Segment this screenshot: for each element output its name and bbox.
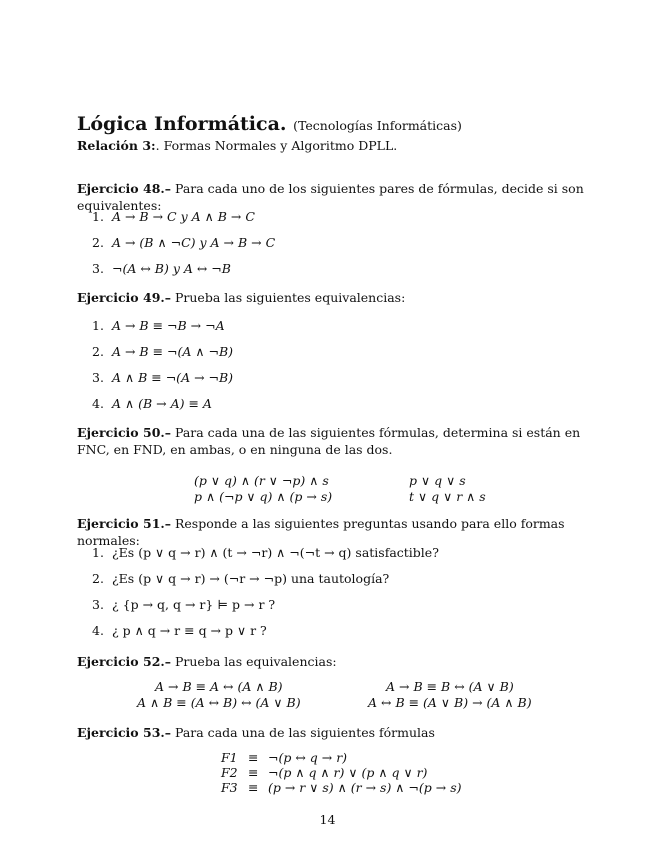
title-subtitle: (Tecnologías Informáticas) bbox=[293, 118, 462, 133]
list-item: 4. ¿ p ∧ q → r ≡ q → p ∨ r ? bbox=[92, 623, 267, 638]
list-item: 3. ¬(A ↔ B) y A ↔ ¬B bbox=[92, 261, 231, 276]
relation-label: Relación 3: bbox=[77, 138, 156, 153]
exercise-text: Para cada una de las siguientes fórmulas bbox=[174, 725, 435, 740]
formula-cell: p ∨ q ∨ s bbox=[409, 473, 466, 488]
formula-body: ¬(p ↔ q → r) bbox=[268, 750, 348, 765]
exercise-text: Prueba las equivalencias: bbox=[174, 654, 337, 669]
formula-name: F2 bbox=[221, 765, 238, 780]
formula-equiv: ≡ bbox=[248, 765, 259, 780]
exercise-label: Ejercicio 51.– bbox=[77, 516, 171, 531]
list-item: 2. A → (B ∧ ¬C) y A → B → C bbox=[92, 235, 276, 250]
exercise-label: Ejercicio 52.– bbox=[77, 654, 171, 669]
list-item: 1. ¿Es (p ∨ q → r) ∧ (t → ¬r) ∧ ¬(¬t → q) satisfactible? bbox=[92, 545, 439, 560]
relation-line bbox=[77, 138, 397, 153]
list-item: 2. ¿Es (p ∨ q → r) → (¬r → ¬p) una tautología? bbox=[92, 571, 390, 586]
formula-cell: (p ∨ q) ∧ (r ∨ ¬p) ∧ s bbox=[194, 473, 329, 488]
page-title bbox=[77, 113, 462, 135]
list-item: 3. A ∧ B ≡ ¬(A → ¬B) bbox=[92, 370, 234, 385]
exercise-49-statement bbox=[77, 289, 597, 306]
exercise-text: Para cada una de las siguientes fórmulas, determina si están en FNC, en FND, en ambas, o en ninguna de las dos. bbox=[77, 425, 581, 457]
list-item: 1. A → B ≡ ¬B → ¬A bbox=[92, 318, 225, 333]
exercise-label: Ejercicio 50.– bbox=[77, 425, 171, 440]
exercise-51-statement bbox=[77, 515, 597, 549]
relation-text: . Formas Normales y Algoritmo DPLL. bbox=[155, 138, 398, 153]
list-item: 2. A → B ≡ ¬(A ∧ ¬B) bbox=[92, 344, 234, 359]
list-item: 3. ¿ {p → q, q → r} ⊨ p → r ? bbox=[92, 597, 276, 612]
formula-name: F1 bbox=[221, 750, 238, 765]
page-number: 14 bbox=[319, 812, 336, 827]
formula-equiv: ≡ bbox=[248, 780, 259, 795]
exercise-50-statement bbox=[77, 424, 597, 458]
formula-cell: t ∨ q ∨ r ∧ s bbox=[409, 489, 486, 504]
formula-body: (p → r ∨ s) ∧ (r → s) ∧ ¬(p → s) bbox=[268, 780, 462, 795]
formula-cell: A → B ≡ B ↔ (A ∨ B) bbox=[386, 679, 514, 694]
exercise-text: Prueba las siguientes equivalencias: bbox=[174, 290, 406, 305]
exercise-text: Responde a las siguientes preguntas usando para ello formas normales: bbox=[77, 516, 565, 548]
formula-body: ¬(p ∧ q ∧ r) ∨ (p ∧ q ∨ r) bbox=[268, 765, 428, 780]
formula-cell: p ∧ (¬p ∨ q) ∧ (p → s) bbox=[194, 489, 333, 504]
formula-cell: A → B ≡ A ↔ (A ∧ B) bbox=[155, 679, 283, 694]
exercise-label: Ejercicio 48.– bbox=[77, 181, 171, 196]
formula-cell: A ∧ B ≡ (A ↔ B) ↔ (A ∨ B) bbox=[137, 695, 301, 710]
formula-name: F3 bbox=[221, 780, 238, 795]
exercise-52-statement bbox=[77, 653, 597, 670]
exercise-text: Para cada uno de los siguientes pares de fórmulas, decide si son equivalentes: bbox=[77, 181, 584, 213]
exercise-label: Ejercicio 49.– bbox=[77, 290, 171, 305]
list-item: 1. A → B → C y A ∧ B → C bbox=[92, 209, 255, 224]
formula-equiv: ≡ bbox=[248, 750, 259, 765]
title-text: Lógica Informática. bbox=[77, 113, 287, 135]
formula-cell: A ↔ B ≡ (A ∨ B) → (A ∧ B) bbox=[368, 695, 532, 710]
exercise-53-statement bbox=[77, 724, 597, 741]
list-item: 4. A ∧ (B → A) ≡ A bbox=[92, 396, 212, 411]
exercise-label: Ejercicio 53.– bbox=[77, 725, 171, 740]
